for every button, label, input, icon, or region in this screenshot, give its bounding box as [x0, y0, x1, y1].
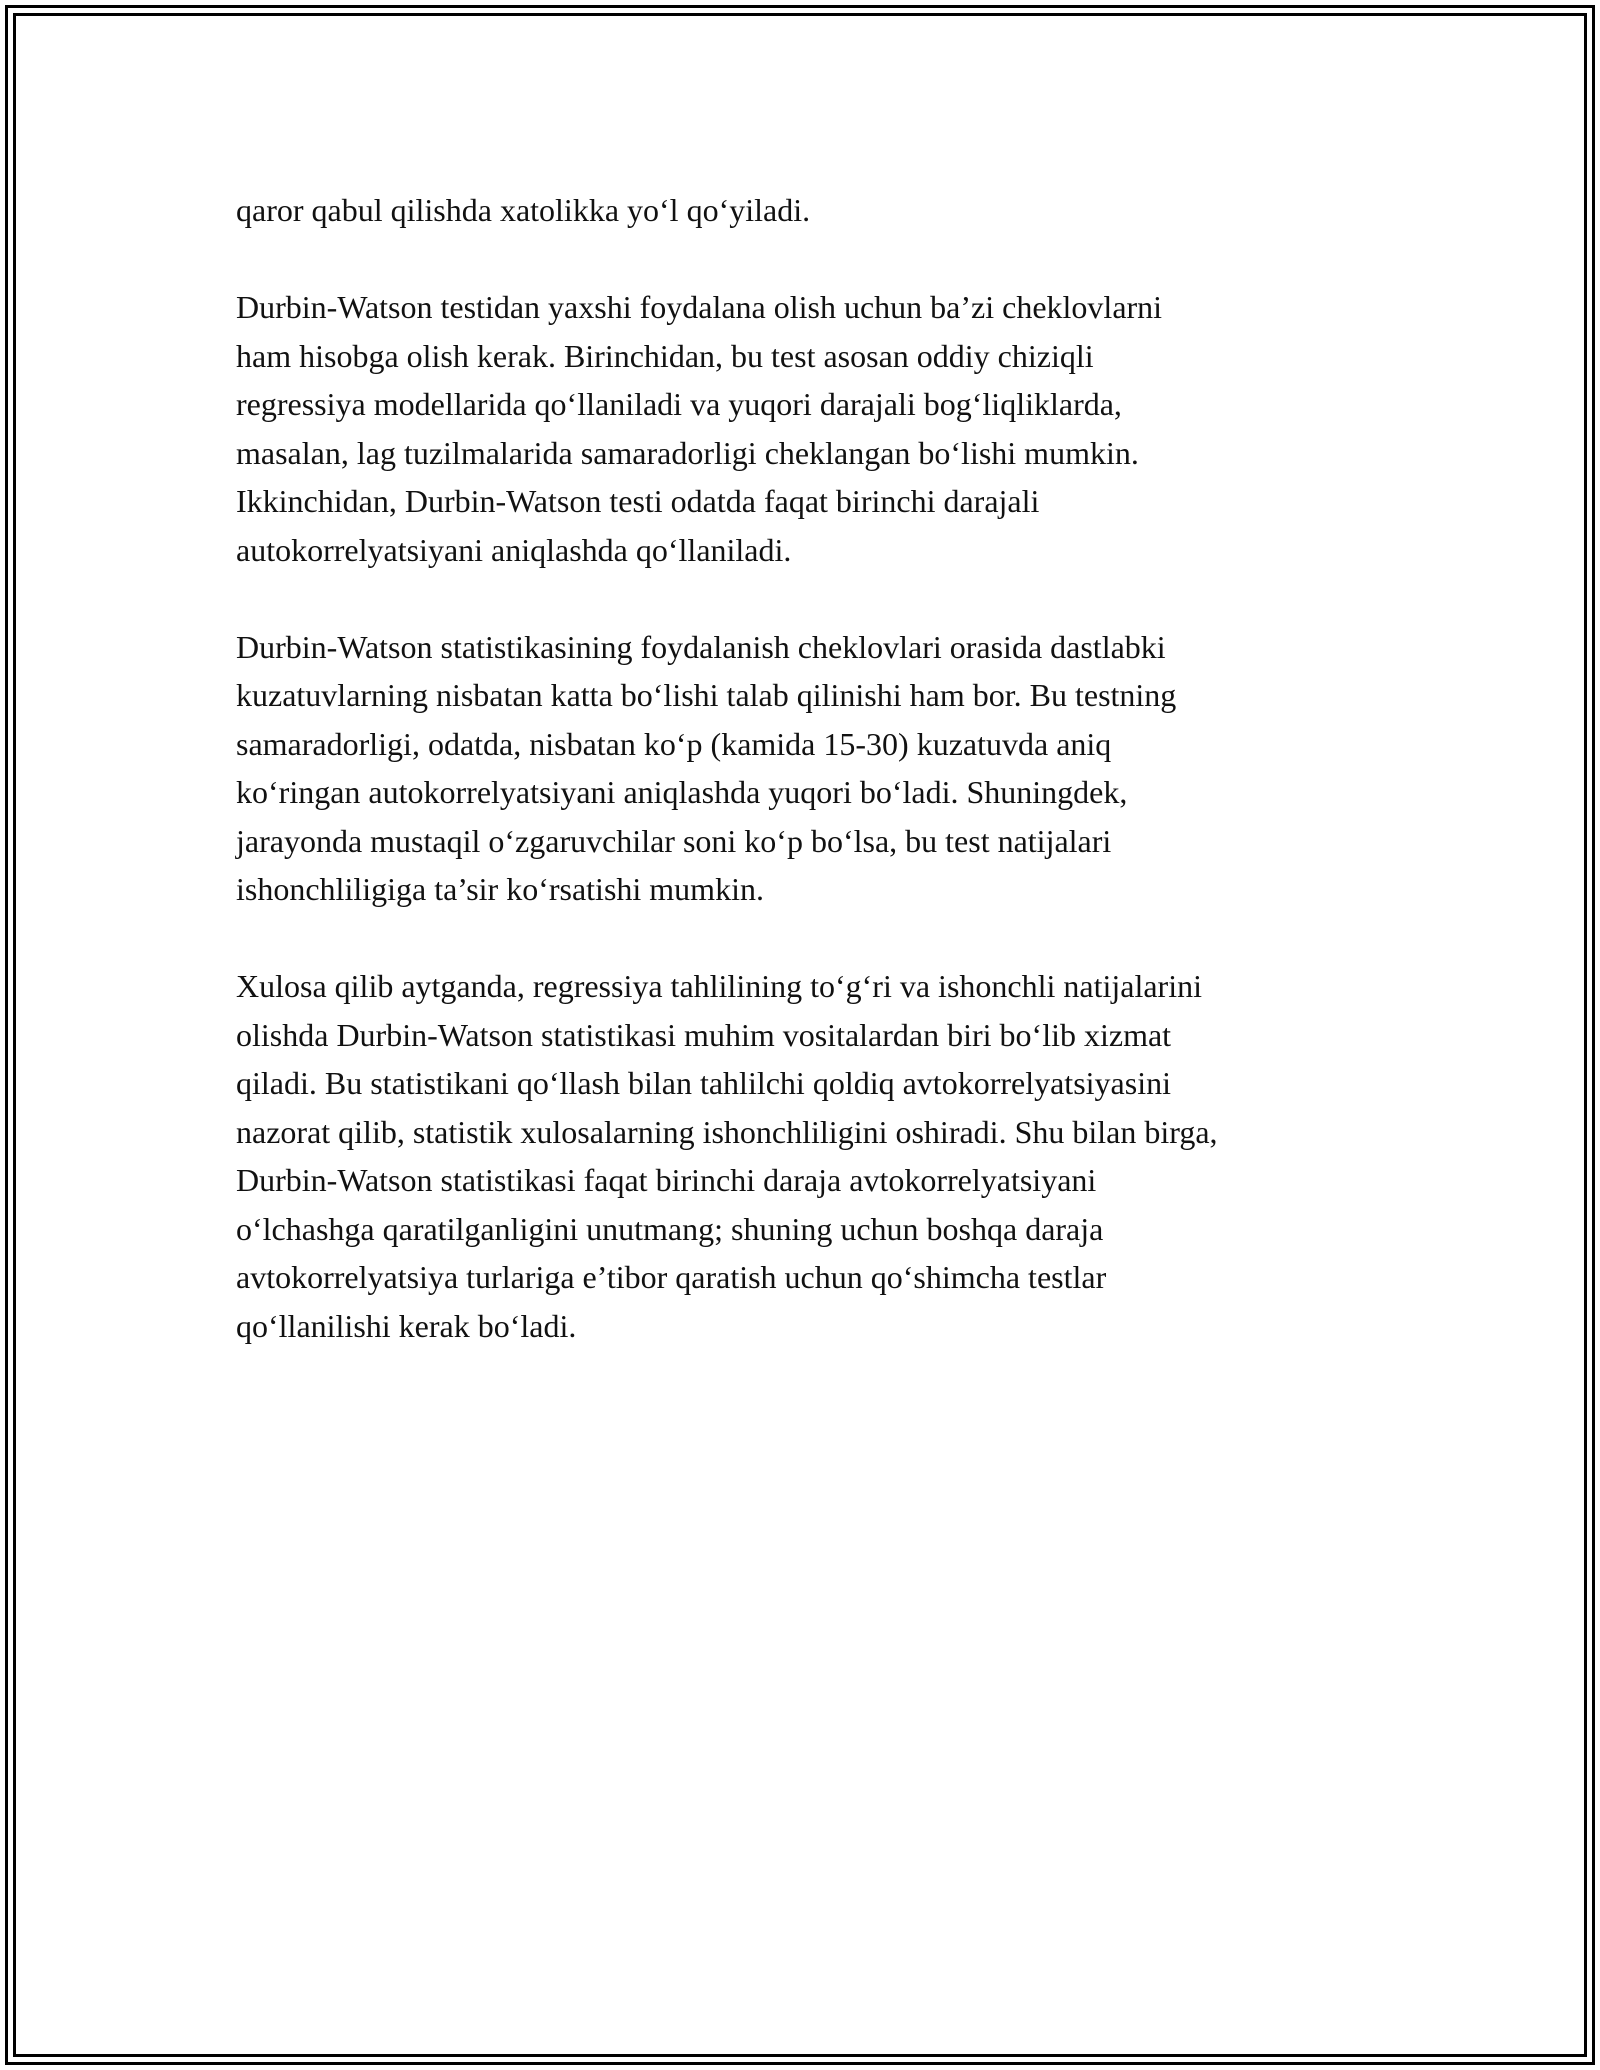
- text-line: qo‘llanilishi kerak bo‘ladi.: [236, 1307, 577, 1344]
- text-line: masalan, lag tuzilmalarida samaradorligi cheklangan bo‘lishi mumkin.: [236, 434, 1139, 471]
- text-line: qiladi. Bu statistikani qo‘llash bilan tahlilchi qoldiq avtokorrelyatsiyasini: [236, 1065, 1171, 1101]
- text-line: avtokorrelyatsiya turlariga e’tibor qaratish uchun qo‘shimcha testlar: [236, 1259, 1107, 1295]
- paragraph-3: [236, 623, 1396, 914]
- text-line: Durbin-Watson statistikasining foydalanish cheklovlari orasida dastlabki: [236, 628, 1166, 665]
- text-line: ko‘ringan autokorrelyatsiyani aniqlashda yuqori bo‘ladi. Shuningdek,: [236, 774, 1128, 810]
- text-line: Ikkinchidan, Durbin-Watson testi odatda faqat birinchi darajali: [236, 483, 1040, 519]
- text-line: qaror qabul qilishda xatolikka yo‘l qo‘yiladi.: [236, 192, 811, 228]
- text-line: kuzatuvlarning nisbatan katta bo‘lishi talab qilinishi ham bor. Bu testning: [236, 677, 1177, 713]
- paragraph-1: [236, 186, 1396, 235]
- text-line: nazorat qilib, statistik xulosalarning ishonchliligini oshiradi. Shu bilan birga,: [236, 1113, 1218, 1150]
- text-line: regressiya modellarida qo‘llaniladi va yuqori darajali bog‘liqliklarda,: [236, 386, 1122, 422]
- text-line: ishonchliligiga ta’sir ko‘rsatishi mumkin.: [236, 871, 764, 907]
- text-line: Durbin-Watson testidan yaxshi foydalana olish uchun ba’zi cheklovlarni: [236, 289, 1163, 325]
- text-line: Xulosa qilib aytganda, regressiya tahlilining to‘g‘ri va ishonchli natijalarini: [236, 968, 1202, 1004]
- text-line: o‘lchashga qaratilganligini unutmang; shuning uchun boshqa daraja: [236, 1210, 1104, 1247]
- text-line: olishda Durbin-Watson statistikasi muhim vositalardan biri bo‘lib xizmat: [236, 1016, 1172, 1053]
- text-line: jarayonda mustaqil o‘zgaruvchilar soni ko‘p bo‘lsa, bu test natijalari: [236, 822, 1112, 859]
- text-line: autokorrelyatsiyani aniqlashda qo‘llaniladi.: [236, 531, 792, 568]
- paragraph-4: [236, 962, 1396, 1350]
- text-line: samaradorligi, odatda, nisbatan ko‘p (kamida 15-30) kuzatuvda aniq: [236, 725, 1112, 762]
- paragraph-2: [236, 283, 1396, 574]
- text-line: Durbin-Watson statistikasi faqat birinchi daraja avtokorrelyatsiyani: [236, 1162, 1097, 1198]
- document-body: [236, 186, 1396, 1399]
- text-line: ham hisobga olish kerak. Birinchidan, bu test asosan oddiy chiziqli: [236, 337, 1094, 374]
